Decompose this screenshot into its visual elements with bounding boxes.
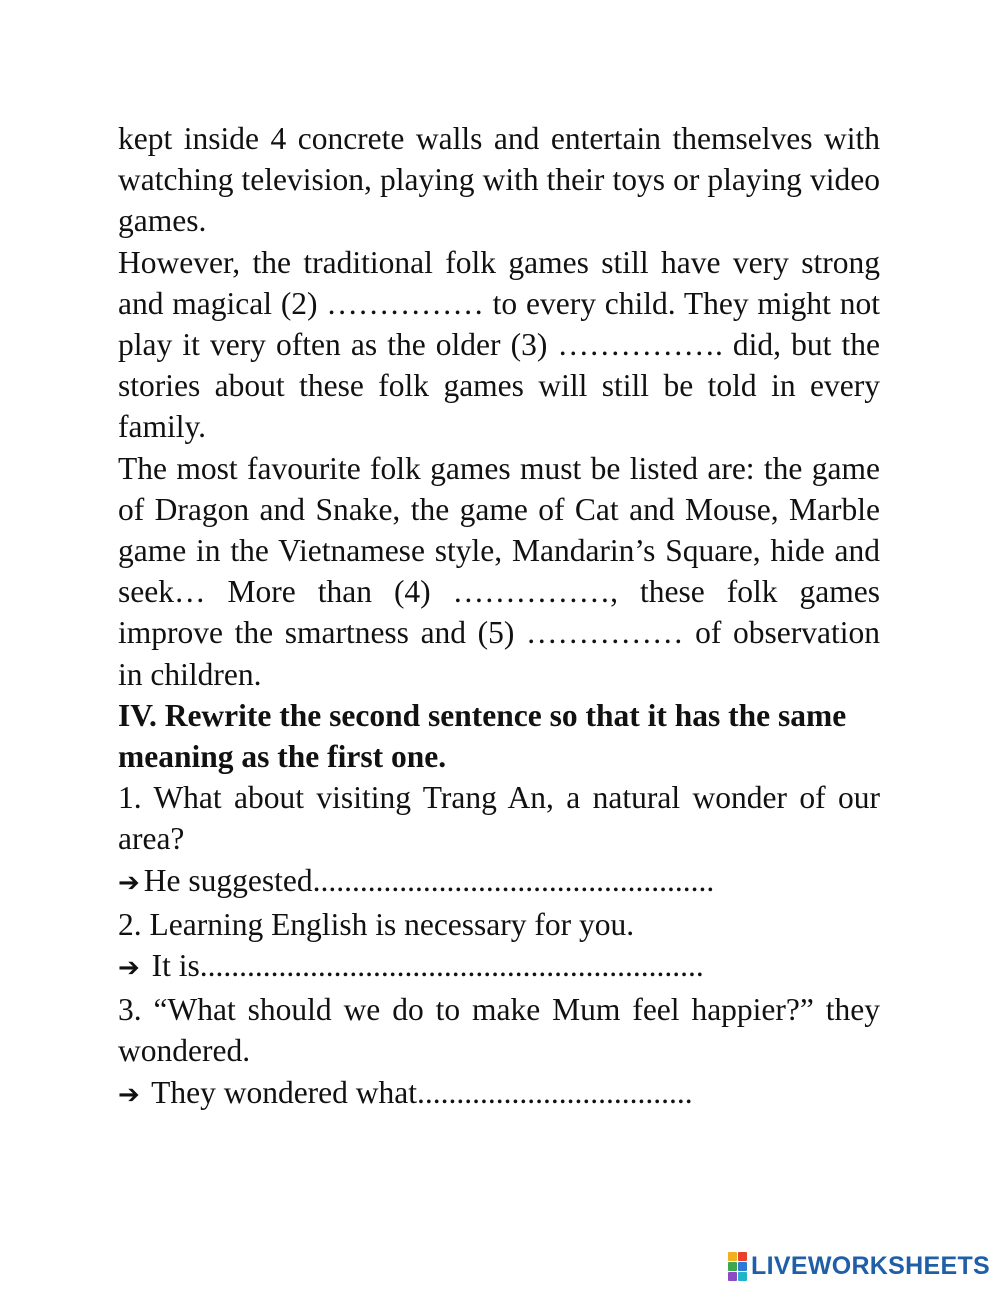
answer-prompt-2: It is................................................................ <box>151 948 704 984</box>
right-arrow-icon: ➔ <box>118 867 140 898</box>
liveworksheets-logo <box>728 1252 990 1281</box>
answer-prompt-1: He suggested................................................... <box>143 862 715 898</box>
answer-line-2 <box>118 945 880 989</box>
right-arrow-icon: ➔ <box>118 1079 140 1110</box>
question-1: 1. What about visiting Trang An, a natural wonder of our area? <box>118 780 880 857</box>
logo-text: LIVEWORKSHEETS <box>751 1252 990 1280</box>
answer-line-3 <box>118 1072 880 1116</box>
worksheet-page <box>118 118 880 1116</box>
passage-paragraph-1: kept inside 4 concrete walls and entertain themselves with watching television, playing with their toys or playing video games. <box>118 121 880 239</box>
question-2: 2. Learning English is necessary for you. <box>118 906 635 942</box>
logo-mark-icon <box>728 1252 747 1281</box>
answer-line-1 <box>118 860 880 904</box>
question-3: 3. “What should we do to make Mum feel happier?” they wondered. <box>118 992 880 1069</box>
right-arrow-icon: ➔ <box>118 953 140 984</box>
passage-paragraph-2: However, the traditional folk games still have very strong and magical (2) …………… to every child. They might not play it very often as the older (3) ……………. did, but the stories about these folk games will still be told in every family. <box>118 244 880 445</box>
passage-paragraph-3: The most favourite folk games must be listed are: the game of Dragon and Snake, the game of Cat and Mouse, Marble game in the Vietnamese style, Mandarin’s Square, hide and seek… More than (4) ……………, these folk games improve the smartness and (5) …………… of observation in children. <box>118 450 880 692</box>
answer-prompt-3: They wondered what................................... <box>151 1074 693 1110</box>
section-heading: IV. Rewrite the second sentence so that it has the same meaning as the first one. <box>118 697 847 775</box>
